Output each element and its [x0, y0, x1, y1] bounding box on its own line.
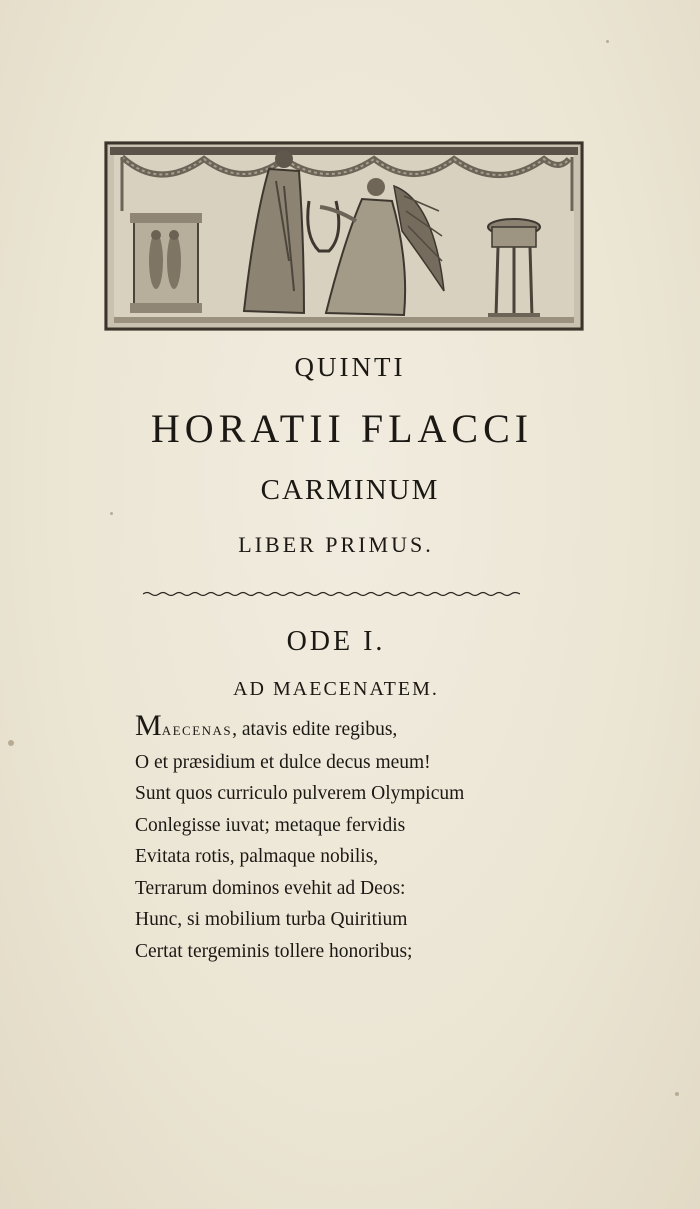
small-caps-word: AECENAS [161, 723, 233, 738]
paper-speck [606, 40, 609, 43]
paper-speck [110, 512, 113, 515]
heading-quinti: QUINTI [294, 352, 406, 382]
verse-line: Certat tergeminis tollere honoribus; [135, 940, 413, 962]
paper-speck [8, 740, 14, 746]
ode-dedication: AD MAECENATEM. [233, 678, 439, 700]
verse-line: O et præsidium et dulce decus meum! [135, 751, 431, 773]
verse-line: Terrarum dominos evehit ad Deos: [135, 877, 406, 899]
engraved-frieze-illustration [104, 141, 584, 331]
verse-line [135, 709, 605, 747]
heading-horatii-flacci: HORATII FLACCI [150, 406, 534, 451]
heading-carminum: CARMINUM [260, 474, 440, 506]
poem-verses [135, 709, 605, 967]
ode-number: ODE I. [286, 626, 386, 657]
verse-line: Sunt quos curriculo pulverem Olympicum [135, 783, 465, 804]
ornamental-rule [143, 590, 520, 598]
first-line-rest: , atavis edite regibus, [232, 719, 398, 740]
heading-liber-primus: LIBER PRIMUS. [238, 532, 434, 557]
verse-line: Conlegisse iuvat; metaque fervidis [135, 814, 406, 836]
verse-line: Evitata rotis, palmaque nobilis, [135, 846, 379, 867]
paper-speck [675, 1092, 679, 1096]
drop-cap: M [135, 709, 162, 742]
verse-line: Hunc, si mobilium turba Quiritium [135, 909, 408, 930]
